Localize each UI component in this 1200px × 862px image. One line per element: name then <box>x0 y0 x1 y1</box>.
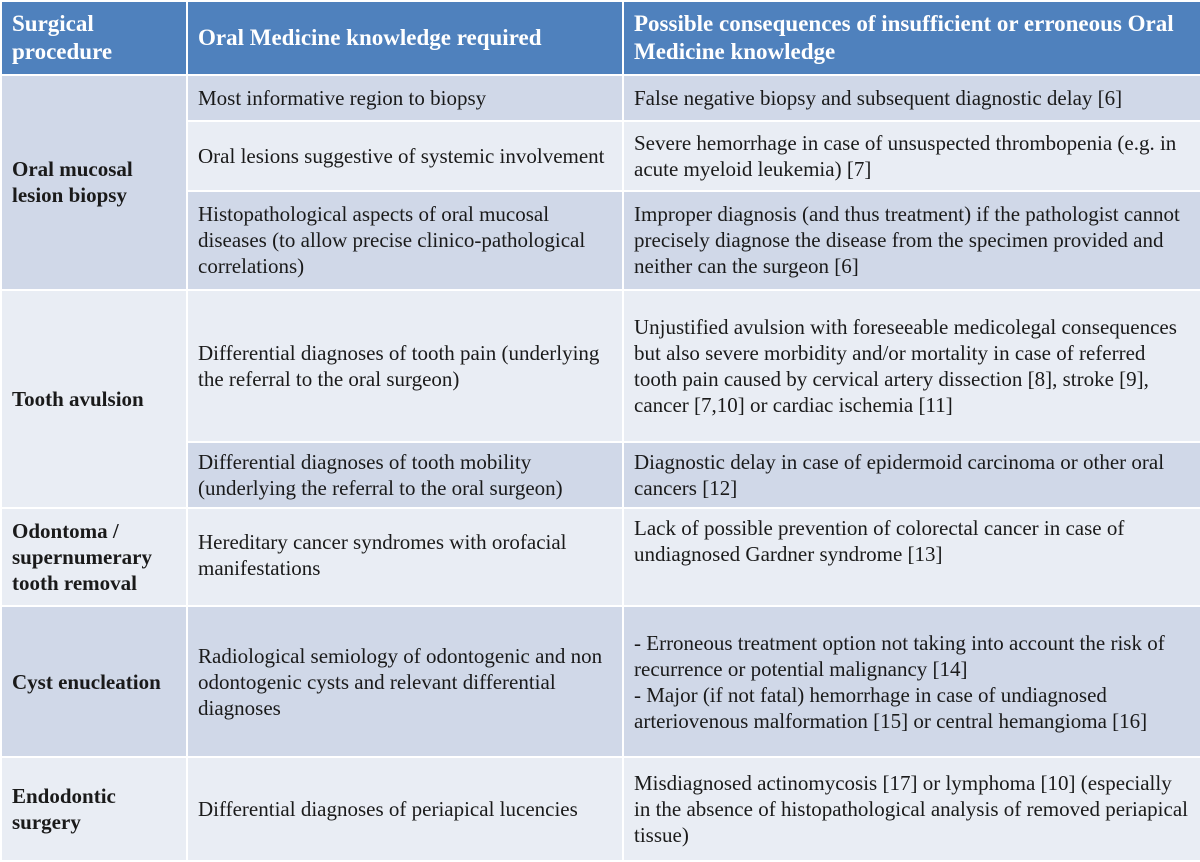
consequence-cell: False negative biopsy and subsequent diagnostic delay [6] <box>623 75 1200 121</box>
knowledge-cell: Most informative region to biopsy <box>187 75 623 121</box>
knowledge-cell: Differential diagnoses of periapical lucencies <box>187 757 623 861</box>
knowledge-cell: Histopathological aspects of oral mucosal diseases (to allow precise clinico-pathological correlations) <box>187 191 623 289</box>
consequence-line: - Erroneous treatment option not taking into account the risk of recurrence or potential malignancy [14] <box>634 630 1165 681</box>
header-possible-consequences: Possible consequences of insufficient or erroneous Oral Medicine knowledge <box>623 1 1200 75</box>
header-knowledge-required: Oral Medicine knowledge required <box>187 1 623 75</box>
consequence-cell: Unjustified avulsion with foreseeable medicolegal consequences but also severe morbidity and/or mortality in case of referred tooth pain caused by cervical artery dissection [8], stroke [9], cancer [7,10] or cardiac ischemia [11] <box>623 290 1200 442</box>
table-row <box>1 606 1200 756</box>
table-row <box>1 757 1200 861</box>
table-row <box>1 508 1200 606</box>
knowledge-cell: Oral lesions suggestive of systemic involvement <box>187 121 623 191</box>
consequence-cell: Misdiagnosed actinomycosis [17] or lymphoma [10] (especially in the absence of histopathological analysis of removed periapical tissue) <box>623 757 1200 861</box>
knowledge-cell: Differential diagnoses of tooth pain (underlying the referral to the oral surgeon) <box>187 290 623 442</box>
consequence-cell: Lack of possible prevention of colorectal cancer in case of undiagnosed Gardner syndrome [13] <box>623 508 1200 606</box>
knowledge-cell: Differential diagnoses of tooth mobility (underlying the referral to the oral surgeon) <box>187 442 623 508</box>
header-surgical-procedure: Surgical procedure <box>1 1 187 75</box>
procedure-cell: Endodontic surgery <box>1 757 187 861</box>
procedure-cell: Odontoma / supernumerary tooth removal <box>1 508 187 606</box>
procedure-cell: Tooth avulsion <box>1 290 187 509</box>
knowledge-cell: Radiological semiology of odontogenic and non odontogenic cysts and relevant differential diagnoses <box>187 606 623 756</box>
knowledge-cell: Hereditary cancer syndromes with orofacial manifestations <box>187 508 623 606</box>
table-row <box>1 290 1200 442</box>
consequence-line: - Major (if not fatal) hemorrhage in case of undiagnosed arteriovenous malformation [15] or central hemangioma [16] <box>634 682 1148 733</box>
consequence-cell: Improper diagnosis (and thus treatment) if the pathologist cannot precisely diagnose the disease from the specimen provided and neither can the surgeon [6] <box>623 191 1200 289</box>
procedure-cell: Oral mucosal lesion biopsy <box>1 75 187 290</box>
header-row <box>1 1 1200 75</box>
procedure-cell: Cyst enucleation <box>1 606 187 756</box>
table-row <box>1 75 1200 121</box>
consequence-cell: Severe hemorrhage in case of unsuspected thrombopenia (e.g. in acute myeloid leukemia) [7] <box>623 121 1200 191</box>
consequence-cell <box>623 606 1200 756</box>
consequence-cell: Diagnostic delay in case of epidermoid carcinoma or other oral cancers [12] <box>623 442 1200 508</box>
